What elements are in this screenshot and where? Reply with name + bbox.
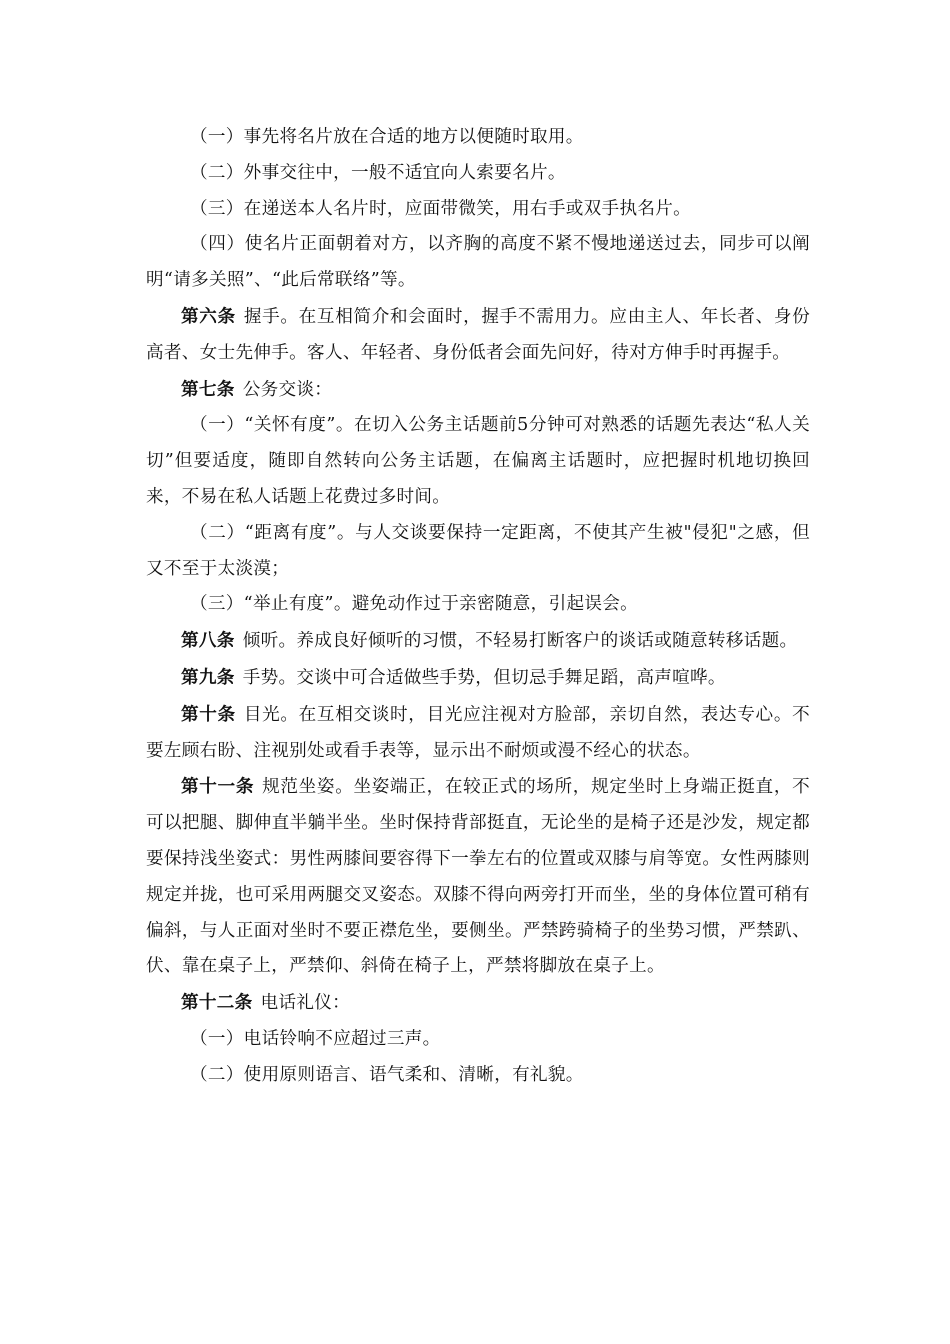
paragraph — [146, 192, 810, 228]
paragraph-text: 手势。交谈中可合适做些手势，但切忌手舞足蹈，高声喧哗。 — [242, 667, 726, 688]
paragraph-text: （二）外事交往中，一般不适宜向人索要名片。 — [190, 162, 566, 183]
paragraph-text: （一）事先将名片放在合适的地方以便随时取用。 — [190, 127, 584, 147]
paragraph-text: 公务交谈： — [242, 379, 333, 400]
article-label: 第八条 — [181, 630, 235, 652]
paragraph-text: （三）在递送本人名片时，应面带微笑，用右手或双手执名片。 — [190, 198, 692, 219]
paragraph-text: （二）“距离有度”。与人交谈要保持一定距离，不使其产生被"侵犯"之感，但又不至于太淡漠； — [146, 522, 810, 579]
paragraph — [146, 408, 810, 515]
paragraph-text: （一）“关怀有度”。在切入公务主话题前5分钟可对熟悉的话题先表达“私人关切”但要适度，随即自然转向公务主话题，在偏离主话题时，应把握时机地切换回来，不易在私人话题上花费过多时间。 — [146, 415, 810, 507]
article-label: 第九条 — [181, 666, 235, 688]
article-paragraph — [146, 623, 810, 660]
paragraph-text: （四）使名片正面朝着对方，以齐胸的高度不紧不慢地递送过去，同步可以阐明“请多关照”、“此后常联络”等。 — [146, 234, 810, 291]
paragraph — [146, 587, 810, 623]
paragraph-text: 握手。在互相简介和会面时，握手不需用力。应由主人、年长者、身份高者、女士先伸手。客人、年轻者、身份低者会面先问好，待对方伸手时再握手。 — [146, 306, 810, 363]
article-label: 第十条 — [181, 703, 236, 725]
article-paragraph — [146, 372, 810, 409]
article-paragraph — [146, 299, 810, 372]
paragraph-text: （一）电话铃响不应超过三声。 — [190, 1028, 441, 1049]
paragraph-text: 规范坐姿。坐姿端正，在较正式的场所，规定坐时上身端正挺直，不可以把腿、脚伸直半躺半坐。坐时保持背部挺直，无论坐的是椅子还是沙发，规定都要保持浅坐姿式：男性两膝间要容得下一拳左右的位置或双膝与肩等宽。女性两膝则规定并拢，也可采用两腿交叉姿态。双膝不得向两旁打开而坐，坐的身体位置可稍有偏斜，与人正面对坐时不要正襟危坐，要侧坐。严禁跨骑椅子的坐势习惯，严禁趴、伏、靠在桌子上，严禁仰、斜倚在椅子上，严禁将脚放在桌子上。 — [146, 777, 810, 977]
article-paragraph — [146, 985, 810, 1022]
paragraph-text: 目光。在互相交谈时，目光应注视对方脸部，亲切自然，表达专心。不要左顾右盼、注视别处或看手表等，显示出不耐烦或漫不经心的状态。 — [146, 704, 810, 761]
article-label: 第十二条 — [181, 992, 253, 1014]
article-label: 第六条 — [181, 305, 236, 327]
document-page — [146, 120, 810, 1094]
article-paragraph — [146, 660, 810, 697]
paragraph-text: 倾听。养成良好倾听的习惯，不轻易打断客户的谈话或随意转移话题。 — [242, 631, 798, 652]
article-label: 第七条 — [181, 378, 235, 400]
paragraph — [146, 227, 810, 299]
paragraph-text: （三）“举止有度”。避免动作过于亲密随意，引起误会。 — [190, 594, 639, 615]
paragraph — [146, 516, 810, 588]
article-label: 第十一条 — [181, 776, 255, 798]
article-paragraph — [146, 697, 810, 770]
article-paragraph — [146, 769, 810, 985]
paragraph — [146, 156, 810, 192]
paragraph-text: （二）使用原则语言、语气柔和、清晰，有礼貌。 — [190, 1064, 584, 1085]
paragraph-text: 电话礼仪： — [260, 993, 351, 1014]
paragraph — [146, 1022, 810, 1058]
paragraph — [146, 120, 810, 156]
paragraph — [146, 1058, 810, 1094]
